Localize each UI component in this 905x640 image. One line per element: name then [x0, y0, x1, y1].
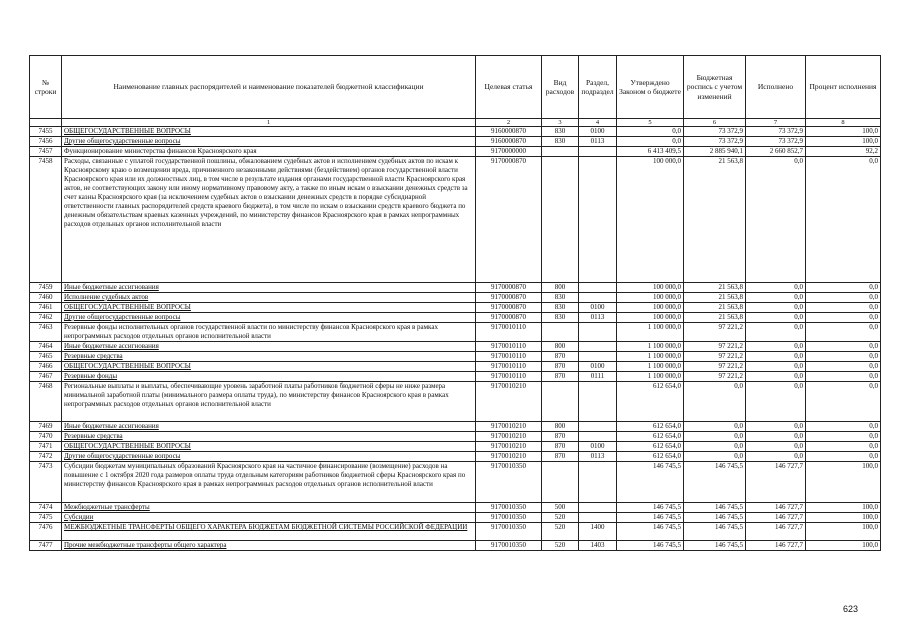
executed-cell: 0,0: [746, 362, 806, 372]
expense-type-cell: 830: [542, 293, 579, 303]
expense-type-cell: [542, 157, 579, 283]
table-row: [30, 313, 881, 323]
column-number: [30, 119, 62, 127]
approved-cell: 0,0: [617, 137, 684, 147]
target-article-cell: 9170010210: [476, 442, 542, 452]
target-article-cell: 9170010210: [476, 452, 542, 462]
approved-cell: 1 100 000,0: [617, 323, 684, 342]
section-cell: [579, 432, 617, 442]
name-cell: Иные бюджетные ассигнования: [62, 283, 476, 293]
name-cell: Резервные фонды: [62, 372, 476, 382]
target-article-cell: 9170010350: [476, 523, 542, 541]
name-cell: Иные бюджетные ассигнования: [62, 422, 476, 432]
approved-cell: 1 100 000,0: [617, 362, 684, 372]
expense-type-cell: [542, 323, 579, 342]
expense-type-cell: 800: [542, 342, 579, 352]
header-approved: Утверждено Законом о бюджете: [617, 56, 684, 119]
name-cell: Другие общегосударственные вопросы: [62, 137, 476, 147]
section-cell: 0100: [579, 442, 617, 452]
budget-table-sheet: [29, 55, 880, 551]
budget-cell: 97 221,2: [684, 342, 746, 352]
percent-cell: 0,0: [806, 157, 881, 283]
name-cell: Расходы, связанные с уплатой государственной пошлины, обжалованием судебных актов и исполнением судебных актов по искам к Красноярскому краю о возмещении вреда, причиненного незаконными действиями (бездействием) органов государственной власти Красноярского края или их должностных лиц, в том числе в результате издания органами государственной власти Красноярского края актов, не соответствующих закону или иному нормативному правовому акту, а также по иным искам о взыскании денежных средств за счет казны Красноярского края (за исключением судебных актов о взыскании денежных средств в порядке субсидиарной ответственности главных распорядителей средств краевого бюджета), в том числе по искам о взыскании средств краевого бюджета по денежным обязательствам краевых казенных учреждений, по министерству финансов Красноярского края в рамках непрограммных расходов отдельных органов исполнительной власти: [62, 157, 476, 283]
executed-cell: 0,0: [746, 342, 806, 352]
budget-cell: 0,0: [684, 452, 746, 462]
table-row: [30, 462, 881, 503]
target-article-cell: 9160000870: [476, 137, 542, 147]
name-cell: ОБЩЕГОСУДАРСТВЕННЫЕ ВОПРОСЫ: [62, 127, 476, 137]
approved-cell: 1 100 000,0: [617, 352, 684, 362]
percent-cell: 92,2: [806, 147, 881, 157]
executed-cell: 146 727,7: [746, 541, 806, 551]
approved-cell: 100 000,0: [617, 157, 684, 283]
percent-cell: 0,0: [806, 313, 881, 323]
target-article-cell: 9170010350: [476, 541, 542, 551]
section-cell: [579, 157, 617, 283]
budget-cell: 21 563,8: [684, 283, 746, 293]
approved-cell: 0,0: [617, 127, 684, 137]
approved-cell: 100 000,0: [617, 283, 684, 293]
name-cell: Функционирование министерства финансов Красноярского края: [62, 147, 476, 157]
name-cell: Региональные выплаты и выплаты, обеспечивающие уровень заработной платы работников бюджетной сферы не ниже размера минимальной заработной платы (минимального размера оплаты труда), по министерству финансов Красноярского края в рамках непрограммных расходов отдельных органов исполнительной власти: [62, 382, 476, 422]
name-cell: Резервные средства: [62, 352, 476, 362]
table-row: [30, 372, 881, 382]
row-number-cell: 7468: [30, 382, 62, 422]
executed-cell: 0,0: [746, 452, 806, 462]
percent-cell: 100,0: [806, 541, 881, 551]
table-row: [30, 147, 881, 157]
expense-type-cell: 830: [542, 313, 579, 323]
row-number-cell: 7474: [30, 503, 62, 513]
target-article-cell: 9170010350: [476, 513, 542, 523]
approved-cell: 146 745,5: [617, 462, 684, 503]
row-number-cell: 7473: [30, 462, 62, 503]
executed-cell: 146 727,7: [746, 462, 806, 503]
header-row-number: № строки: [30, 56, 62, 119]
approved-cell: 612 654,0: [617, 422, 684, 432]
name-cell: Резервные средства: [62, 432, 476, 442]
executed-cell: 146 727,7: [746, 503, 806, 513]
column-number-row: [30, 119, 881, 127]
row-number-cell: 7469: [30, 422, 62, 432]
section-cell: 0113: [579, 137, 617, 147]
name-cell: Прочие межбюджетные трансферты общего характера: [62, 541, 476, 551]
section-cell: 0100: [579, 362, 617, 372]
executed-cell: 0,0: [746, 293, 806, 303]
table-row: [30, 362, 881, 372]
expense-type-cell: [542, 147, 579, 157]
table-row: [30, 541, 881, 551]
executed-cell: 0,0: [746, 382, 806, 422]
approved-cell: 100 000,0: [617, 293, 684, 303]
executed-cell: 146 727,7: [746, 523, 806, 541]
budget-cell: 97 221,2: [684, 362, 746, 372]
target-article-cell: 9170010350: [476, 462, 542, 503]
name-cell: Субсидии бюджетам муниципальных образований Красноярского края на частичное финансирование (возмещение) расходов на повышение с 1 октября 2020 года размеров оплаты труда отдельным категориям работников бюджетной сферы Красноярского края по министерству финансов Красноярского края в рамках непрограммных расходов отдельных органов исполнительной власти: [62, 462, 476, 503]
target-article-cell: 9170010210: [476, 432, 542, 442]
table-row: [30, 283, 881, 293]
target-article-cell: 9170010110: [476, 352, 542, 362]
percent-cell: 0,0: [806, 283, 881, 293]
percent-cell: 0,0: [806, 362, 881, 372]
approved-cell: 146 745,5: [617, 523, 684, 541]
expense-type-cell: 520: [542, 523, 579, 541]
name-cell: Субсидии: [62, 513, 476, 523]
budget-cell: 146 745,5: [684, 462, 746, 503]
table-row: [30, 342, 881, 352]
section-cell: [579, 382, 617, 422]
budget-cell: 21 563,8: [684, 313, 746, 323]
header-name: Наименование главных распорядителей и наименование показателей бюджетной классификации: [62, 56, 476, 119]
executed-cell: 0,0: [746, 352, 806, 362]
approved-cell: 612 654,0: [617, 432, 684, 442]
executed-cell: 0,0: [746, 422, 806, 432]
percent-cell: 0,0: [806, 422, 881, 432]
percent-cell: 0,0: [806, 293, 881, 303]
name-cell: ОБЩЕГОСУДАРСТВЕННЫЕ ВОПРОСЫ: [62, 442, 476, 452]
budget-cell: 0,0: [684, 382, 746, 422]
table-body: [30, 127, 881, 551]
table-row: [30, 352, 881, 362]
target-article-cell: 9170010110: [476, 362, 542, 372]
budget-cell: 73 372,9: [684, 127, 746, 137]
executed-cell: 0,0: [746, 157, 806, 283]
target-article-cell: 9170000870: [476, 157, 542, 283]
header-budget-schedule: Бюджетная роспись с учетом изменений: [684, 56, 746, 119]
row-number-cell: 7471: [30, 442, 62, 452]
section-cell: [579, 352, 617, 362]
column-number: 1: [62, 119, 476, 127]
budget-cell: 97 221,2: [684, 323, 746, 342]
percent-cell: 100,0: [806, 523, 881, 541]
percent-cell: 0,0: [806, 452, 881, 462]
row-number-cell: 7475: [30, 513, 62, 523]
expense-type-cell: 870: [542, 432, 579, 442]
percent-cell: 0,0: [806, 372, 881, 382]
row-number-cell: 7461: [30, 303, 62, 313]
row-number-cell: 7458: [30, 157, 62, 283]
name-cell: Другие общегосударственные вопросы: [62, 313, 476, 323]
approved-cell: 146 745,5: [617, 503, 684, 513]
budget-cell: 0,0: [684, 422, 746, 432]
expense-type-cell: 800: [542, 283, 579, 293]
expense-type-cell: 870: [542, 362, 579, 372]
section-cell: [579, 503, 617, 513]
column-number: 2: [476, 119, 542, 127]
expense-type-cell: 830: [542, 137, 579, 147]
budget-cell: 146 745,5: [684, 503, 746, 513]
header-expense-type: Вид расходов: [542, 56, 579, 119]
expense-type-cell: 830: [542, 303, 579, 313]
expense-type-cell: 800: [542, 422, 579, 432]
table-row: [30, 303, 881, 313]
target-article-cell: 9170010110: [476, 323, 542, 342]
executed-cell: 0,0: [746, 303, 806, 313]
executed-cell: 73 372,9: [746, 127, 806, 137]
table-row: [30, 432, 881, 442]
expense-type-cell: 500: [542, 503, 579, 513]
header-executed: Исполнено: [746, 56, 806, 119]
section-cell: 1400: [579, 523, 617, 541]
target-article-cell: 9170000870: [476, 303, 542, 313]
percent-cell: 0,0: [806, 382, 881, 422]
target-article-cell: 9170000870: [476, 313, 542, 323]
percent-cell: 0,0: [806, 303, 881, 313]
row-number-cell: 7457: [30, 147, 62, 157]
section-cell: [579, 422, 617, 432]
row-number-cell: 7464: [30, 342, 62, 352]
name-cell: Межбюджетные трансферты: [62, 503, 476, 513]
expense-type-cell: 520: [542, 541, 579, 551]
budget-cell: 146 745,5: [684, 513, 746, 523]
row-number-cell: 7477: [30, 541, 62, 551]
approved-cell: 1 100 000,0: [617, 342, 684, 352]
section-cell: [579, 342, 617, 352]
table-row: [30, 127, 881, 137]
executed-cell: 73 372,9: [746, 137, 806, 147]
name-cell: Исполнение судебных актов: [62, 293, 476, 303]
section-cell: 0100: [579, 303, 617, 313]
row-number-cell: 7466: [30, 362, 62, 372]
column-number: 7: [746, 119, 806, 127]
header-row: [30, 56, 881, 119]
table-row: [30, 503, 881, 513]
row-number-cell: 7460: [30, 293, 62, 303]
budget-cell: 97 221,2: [684, 352, 746, 362]
target-article-cell: 9170000000: [476, 147, 542, 157]
column-number: 6: [684, 119, 746, 127]
column-number: 8: [806, 119, 881, 127]
percent-cell: 0,0: [806, 442, 881, 452]
table-row: [30, 382, 881, 422]
row-number-cell: 7465: [30, 352, 62, 362]
expense-type-cell: 870: [542, 442, 579, 452]
target-article-cell: 9170010210: [476, 422, 542, 432]
target-article-cell: 9160000870: [476, 127, 542, 137]
header-section: Раздел, подраздел: [579, 56, 617, 119]
section-cell: 0100: [579, 127, 617, 137]
target-article-cell: 9170000870: [476, 293, 542, 303]
row-number-cell: 7470: [30, 432, 62, 442]
expense-type-cell: [542, 462, 579, 503]
section-cell: [579, 323, 617, 342]
row-number-cell: 7456: [30, 137, 62, 147]
executed-cell: 2 660 852,7: [746, 147, 806, 157]
executed-cell: 0,0: [746, 432, 806, 442]
percent-cell: 0,0: [806, 342, 881, 352]
row-number-cell: 7455: [30, 127, 62, 137]
page-number: 623: [843, 604, 859, 614]
budget-cell: 73 372,9: [684, 137, 746, 147]
executed-cell: 0,0: [746, 372, 806, 382]
budget-cell: 21 563,8: [684, 303, 746, 313]
budget-cell: 2 885 940,1: [684, 147, 746, 157]
name-cell: ОБЩЕГОСУДАРСТВЕННЫЕ ВОПРОСЫ: [62, 362, 476, 372]
budget-cell: 146 745,5: [684, 523, 746, 541]
name-cell: Другие общегосударственные вопросы: [62, 452, 476, 462]
row-number-cell: 7467: [30, 372, 62, 382]
table-row: [30, 157, 881, 283]
section-cell: [579, 462, 617, 503]
executed-cell: 146 727,7: [746, 513, 806, 523]
expense-type-cell: 870: [542, 372, 579, 382]
approved-cell: 146 745,5: [617, 541, 684, 551]
percent-cell: 100,0: [806, 462, 881, 503]
row-number-cell: 7476: [30, 523, 62, 541]
percent-cell: 100,0: [806, 137, 881, 147]
executed-cell: 0,0: [746, 442, 806, 452]
table-row: [30, 452, 881, 462]
approved-cell: 612 654,0: [617, 382, 684, 422]
table-row: [30, 137, 881, 147]
budget-cell: 97 221,2: [684, 372, 746, 382]
budget-execution-table: [29, 55, 881, 551]
budget-cell: 146 745,5: [684, 541, 746, 551]
header-percent: Процент исполнения: [806, 56, 881, 119]
section-cell: [579, 513, 617, 523]
name-cell: Иные бюджетные ассигнования: [62, 342, 476, 352]
percent-cell: 100,0: [806, 127, 881, 137]
table-row: [30, 422, 881, 432]
percent-cell: 100,0: [806, 513, 881, 523]
executed-cell: 0,0: [746, 283, 806, 293]
expense-type-cell: 870: [542, 352, 579, 362]
row-number-cell: 7459: [30, 283, 62, 293]
table-row: [30, 442, 881, 452]
name-cell: Резервные фонды исполнительных органов государственной власти по министерству финансов Красноярского края в рамках непрограммных расходов отдельных органов исполнительной власти: [62, 323, 476, 342]
expense-type-cell: [542, 382, 579, 422]
approved-cell: 6 413 409,5: [617, 147, 684, 157]
name-cell: МЕЖБЮДЖЕТНЫЕ ТРАНСФЕРТЫ ОБЩЕГО ХАРАКТЕРА БЮДЖЕТАМ БЮДЖЕТНОЙ СИСТЕМЫ РОССИЙСКОЙ ФЕДЕРАЦИИ: [62, 523, 476, 541]
target-article-cell: 9170010210: [476, 382, 542, 422]
row-number-cell: 7472: [30, 452, 62, 462]
budget-cell: 21 563,8: [684, 157, 746, 283]
percent-cell: 0,0: [806, 432, 881, 442]
target-article-cell: 9170000870: [476, 283, 542, 293]
table-row: [30, 513, 881, 523]
table-row: [30, 293, 881, 303]
percent-cell: 100,0: [806, 503, 881, 513]
section-cell: [579, 147, 617, 157]
table-row: [30, 323, 881, 342]
column-number: 5: [617, 119, 684, 127]
column-number: 3: [542, 119, 579, 127]
section-cell: [579, 293, 617, 303]
budget-cell: 0,0: [684, 432, 746, 442]
target-article-cell: 9170010110: [476, 342, 542, 352]
executed-cell: 0,0: [746, 313, 806, 323]
percent-cell: 0,0: [806, 352, 881, 362]
percent-cell: 0,0: [806, 323, 881, 342]
approved-cell: 100 000,0: [617, 313, 684, 323]
table-row: [30, 523, 881, 541]
section-cell: 0111: [579, 372, 617, 382]
approved-cell: 100 000,0: [617, 303, 684, 313]
expense-type-cell: 520: [542, 513, 579, 523]
expense-type-cell: 830: [542, 127, 579, 137]
approved-cell: 612 654,0: [617, 442, 684, 452]
header-target-article: Целевая статья: [476, 56, 542, 119]
approved-cell: 1 100 000,0: [617, 372, 684, 382]
target-article-cell: 9170010350: [476, 503, 542, 513]
row-number-cell: 7462: [30, 313, 62, 323]
section-cell: 1403: [579, 541, 617, 551]
section-cell: [579, 283, 617, 293]
section-cell: 0113: [579, 452, 617, 462]
column-number: 4: [579, 119, 617, 127]
approved-cell: 146 745,5: [617, 513, 684, 523]
budget-cell: 21 563,8: [684, 293, 746, 303]
target-article-cell: 9170010110: [476, 372, 542, 382]
expense-type-cell: 870: [542, 452, 579, 462]
section-cell: 0113: [579, 313, 617, 323]
name-cell: ОБЩЕГОСУДАРСТВЕННЫЕ ВОПРОСЫ: [62, 303, 476, 313]
row-number-cell: 7463: [30, 323, 62, 342]
executed-cell: 0,0: [746, 323, 806, 342]
approved-cell: 612 654,0: [617, 452, 684, 462]
budget-cell: 0,0: [684, 442, 746, 452]
